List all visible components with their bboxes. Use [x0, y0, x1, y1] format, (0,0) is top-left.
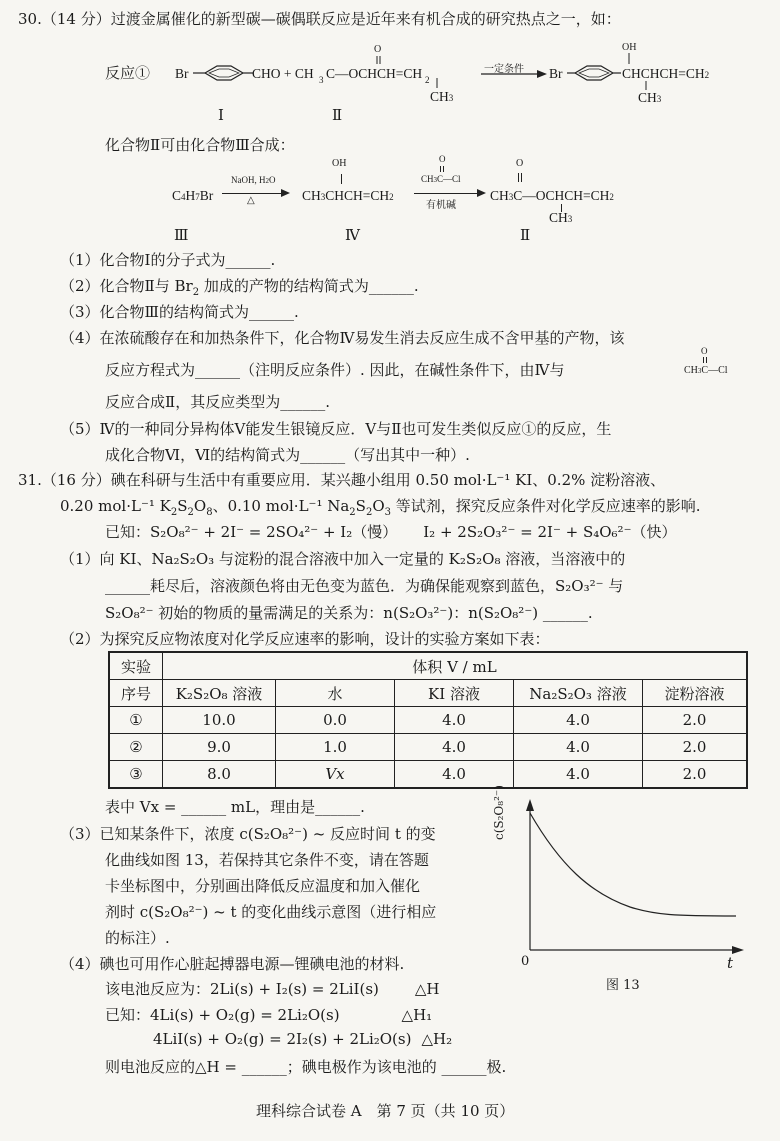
s-c4h7br: C4H7Br	[172, 188, 214, 203]
q30-part-1: （1）化合物Ⅰ的分子式为______.	[60, 251, 276, 269]
q31-part-4b: 该电池反应为：2Li(s) + I₂(s) = 2LiI(s) △H	[105, 980, 440, 998]
s-compound-ii: CH3C—OCHCH=CH2	[490, 188, 614, 203]
q30-part-5a: （5）Ⅳ的一种同分异构体Ⅴ能发生银镜反应．Ⅴ与Ⅱ也可发生类似反应①的反应，生	[60, 420, 612, 438]
table-cell: 4.0	[395, 734, 514, 761]
r1-prod-br: Br	[549, 66, 563, 81]
r1-prod-oh: OH	[622, 42, 637, 53]
q31-part-3c: 卡坐标图中，分别画出降低反应温度和加入催化	[105, 877, 421, 895]
fig-caption: 图 13	[606, 978, 640, 993]
table-cell: 4.0	[395, 761, 514, 789]
page-footer: 理科综合试卷 A 第 7 页（共 10 页）	[256, 1102, 515, 1120]
table-cell: 4.0	[514, 707, 643, 734]
q30-part-4c: 反应合成Ⅱ，其反应类型为______.	[105, 393, 330, 411]
q31-line-1: 31.（16 分）碘在科研与生活中有重要应用．某兴趣小组用 0.50 mol·L⁻¹ KI、0.2% 淀粉溶液、	[18, 471, 666, 489]
q30-p4-reagent: CH3C—Cl	[684, 365, 728, 376]
header-col: 水	[276, 680, 395, 707]
r1-br: Br	[175, 66, 189, 81]
label-compound-IV: Ⅳ	[345, 226, 360, 244]
s-iv-bond	[341, 174, 342, 184]
figure-13	[500, 795, 750, 995]
benzene-ring-2	[575, 66, 613, 80]
table-cell: 4.0	[514, 761, 643, 789]
synthesis-intro: 化合物Ⅱ可由化合物Ⅲ合成：	[105, 136, 295, 154]
s-iv-oh: OH	[332, 158, 347, 169]
s-arrow-2-line	[414, 193, 478, 194]
experiment-table	[108, 651, 748, 789]
q30-p4-o: O	[701, 346, 708, 356]
table-cell: 8.0	[163, 761, 276, 789]
r1-ch3: CH3	[430, 89, 454, 104]
q31-part-3e: 的标注）.	[105, 929, 170, 947]
s-cond2-bottom: 有机碱	[426, 200, 456, 211]
q31-part-4e: 则电池反应的△H = ______；碘电极作为该电池的 ______极.	[105, 1058, 507, 1076]
table-cell: 1.0	[276, 734, 395, 761]
r1-carbonyl-o: O	[374, 44, 382, 55]
table-cell: ③	[109, 761, 163, 789]
label-compound-II-b: Ⅱ	[520, 226, 531, 244]
q30-part-3: （3）化合物Ⅲ的结构简式为______.	[60, 303, 299, 321]
s-arrow-1-line	[222, 193, 282, 194]
label-compound-II: Ⅱ	[332, 106, 343, 124]
s-ii-bond-a	[518, 173, 519, 182]
s-ii-o: O	[516, 158, 524, 169]
q30-p4-bond-a	[703, 357, 704, 363]
s-cond1-bottom: △	[247, 195, 255, 206]
q30-part-5b: 成化合物Ⅵ，Ⅵ的结构简式为______（写出其中一种）.	[105, 446, 470, 464]
benzene-ring-1	[205, 66, 243, 80]
q30-part-4a: （4）在浓硫酸存在和加热条件下，化合物Ⅳ易发生消去反应生成不含甲基的产物，该	[60, 329, 625, 347]
r1-cmpd2-sub: 2	[425, 75, 430, 85]
table-header-row-1	[109, 652, 747, 680]
fig-origin: 0	[521, 954, 530, 969]
table-row	[109, 734, 747, 761]
q31-part-3a: （3）已知某条件下，浓度 c(S₂O₈²⁻) ~ 反应时间 t 的变	[60, 825, 436, 843]
header-col: K₂S₂O₈ 溶液	[163, 680, 276, 707]
header-col: Na₂S₂O₃ 溶液	[514, 680, 643, 707]
table-cell: ①	[109, 707, 163, 734]
table-cell: 4.0	[395, 707, 514, 734]
q30-p4-bond-b	[706, 357, 707, 363]
q31-part-3d: 剂时 c(S₂O₈²⁻) ~ t 的变化曲线示意图（进行相应	[105, 903, 437, 921]
label-compound-I: Ⅰ	[218, 106, 224, 124]
q31-part-4c: 已知：4Li(s) + O₂(g) = 2Li₂O(s) △H₁	[105, 1006, 433, 1024]
fig-y-label: c(S₂O₈²⁻)	[492, 785, 506, 840]
header-exp-1: 实验	[109, 652, 163, 680]
r1-cho: CHO + CH	[252, 66, 314, 81]
table-cell: 2.0	[643, 734, 748, 761]
q31-part-4a: （4）碘也可用作心脏起搏器电源—锂碘电池的材料.	[60, 955, 405, 973]
q31-part-1a: （1）向 KI、Na₂S₂O₃ 与淀粉的混合溶液中加入一定量的 K₂S₂O₈ 溶液，当溶液中的	[60, 550, 626, 568]
s-arrow-2-head	[477, 189, 486, 197]
s-ii-ch3: CH3	[549, 210, 573, 225]
header-col: KI 溶液	[395, 680, 514, 707]
table-cell: Vx	[276, 761, 395, 789]
s-cond2-bond-a	[440, 166, 441, 172]
s-arrow-1-head	[281, 189, 290, 197]
q31-part-4d: 4LiI(s) + O₂(g) = 2I₂(s) + 2Li₂O(s) △H₂	[153, 1030, 453, 1048]
r1-sub3: 3	[319, 75, 324, 85]
table-cell: 4.0	[514, 734, 643, 761]
table-cell: 2.0	[643, 707, 748, 734]
r1-prod-ch3: CH3	[638, 90, 662, 105]
table-header-row-2	[109, 680, 747, 707]
table-row	[109, 761, 747, 789]
header-col: 淀粉溶液	[643, 680, 748, 707]
fig-curve	[530, 813, 736, 916]
fig-x-label: t	[727, 954, 734, 972]
q31-part-2b: 表中 Vx = ______ mL，理由是______.	[105, 798, 365, 816]
q31-part-1b: ______耗尽后，溶液颜色将由无色变为蓝色．为确保能观察到蓝色，S₂O₃²⁻ 与	[105, 577, 624, 595]
q31-known: 已知：S₂O₈²⁻ + 2I⁻ = 2SO₄²⁻ + I₂（慢） I₂ + 2S₂O₃²⁻ = 2I⁻ + S₄O₆²⁻（快）	[105, 523, 677, 541]
table-cell: 10.0	[163, 707, 276, 734]
header-volume: 体积 V / mL	[163, 652, 748, 680]
r1-condition: 一定条件	[484, 64, 524, 75]
q31-part-2: （2）为探究反应物浓度对化学反应速率的影响，设计的实验方案如下表：	[60, 630, 550, 648]
q30-header: 30.（14 分）过渡金属催化的新型碳—碳偶联反应是近年来有机合成的研究热点之一，如：	[18, 10, 621, 28]
table-cell: 0.0	[276, 707, 395, 734]
q30-part-4b: 反应方程式为______（注明反应条件）. 因此，在碱性条件下，由Ⅳ与	[105, 361, 565, 379]
q31-part-1c: S₂O₈²⁻ 初始的物质的量需满足的关系为：n(S₂O₃²⁻)：n(S₂O₈²⁻) ______.	[105, 604, 593, 622]
s-compound-iv: CH3CHCH=CH2	[302, 188, 394, 203]
s-cond1-top: NaOH, H2O	[231, 175, 276, 185]
s-cond2-o: O	[439, 154, 446, 164]
s-ii-bond-b	[521, 173, 522, 182]
r1-prod: CHCHCH=CH2	[622, 66, 710, 81]
table-cell: ②	[109, 734, 163, 761]
reaction-label: 反应①	[105, 64, 151, 82]
label-compound-III: Ⅲ	[174, 226, 189, 244]
q30-part-2: （2）化合物Ⅱ与 $Br_2$ 加成的产物的结构简式为______.	[60, 277, 419, 298]
fig-x-arrow	[732, 946, 744, 954]
q31-part-3b: 化曲线如图 13，若保持其它条件不变，请在答题	[105, 851, 429, 869]
s-cond2-bond-b	[443, 166, 444, 172]
s-cond2-top: CH3C—Cl	[421, 174, 461, 184]
header-exp-2: 序号	[109, 680, 163, 707]
q31-line-2: 0.20 mol·L⁻¹ $K_2S_2O_8$、0.10 mol·L⁻¹ $Na_2S_2O_3$ 等试剂，探究反应条件对化学反应速率的影响.	[60, 497, 701, 518]
r1-cmpd2: C—OCHCH=CH	[326, 66, 423, 81]
table-row	[109, 707, 747, 734]
table-cell: 2.0	[643, 761, 748, 789]
fig-y-arrow	[526, 799, 534, 811]
reaction-1-structures	[175, 48, 735, 118]
table-cell: 9.0	[163, 734, 276, 761]
